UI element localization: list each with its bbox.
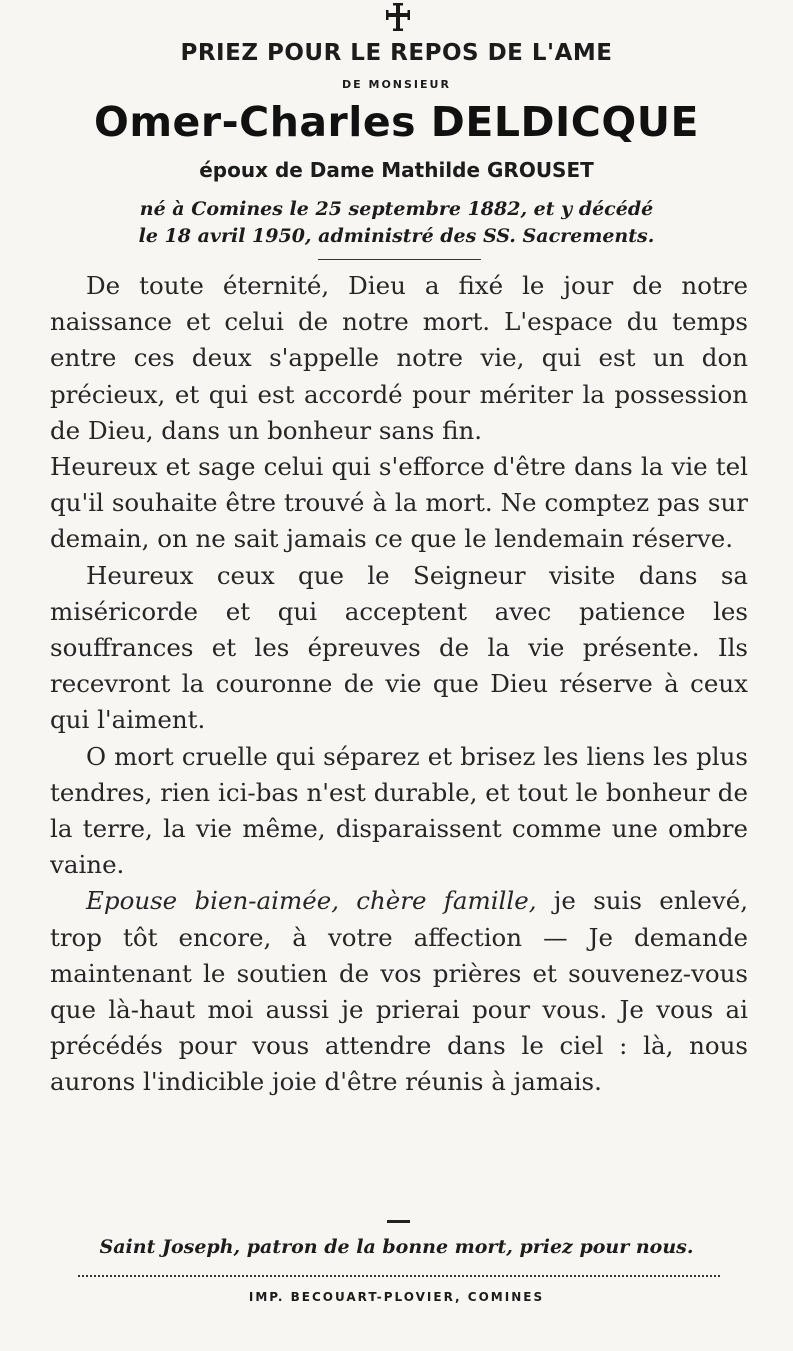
- spouse-line: époux de Dame Mathilde GROUSET: [199, 158, 594, 182]
- paragraph-4: O mort cruelle qui séparez et brisez les liens les plus tendres, rien ici-bas n'est durable, et tout le bonheur de la terre, la vie même, disparaissent comme une ombre vaine.: [50, 741, 748, 880]
- paragraph-5-italic: Epouse bien-aimée, chère famille,: [86, 886, 537, 916]
- dates-line-1: né à Comines le 25 septembre 1882, et y décédé: [139, 198, 654, 220]
- dotted-divider: [78, 1275, 720, 1277]
- pray-heading: PRIEZ POUR LE REPOS DE L'AME: [180, 40, 613, 66]
- paragraph-2: Heureux et sage celui qui s'efforce d'être dans la vie tel qu'il souhaite être trouvé à la mort. Ne comptez pas sur demain, on ne sait jamais ce que le lendemain réserve.: [50, 452, 748, 554]
- printer-imprint: IMP. BECOUART-PLOVIER, COMINES: [248, 1290, 545, 1304]
- header-divider: [318, 259, 481, 260]
- closing-prayer: Saint Joseph, patron de la bonne mort, priez pour nous.: [99, 1236, 694, 1258]
- dates-line-2: le 18 avril 1950, administré des SS. Sacrements.: [138, 225, 655, 247]
- cross-icon: [383, 2, 413, 32]
- body-text: [50, 268, 748, 1101]
- deceased-name: Omer-Charles DELDICQUE: [93, 98, 700, 146]
- footer-dash: [387, 1220, 410, 1223]
- paragraph-1: De toute éternité, Dieu a fixé le jour de notre naissance et celui de notre mort. L'espace du temps entre ces deux s'appelle notre vie, qui est un don précieux, et qui est accordé pour mériter la possession de Dieu, dans un bonheur sans fin.: [50, 271, 748, 445]
- monsieur-label: DE MONSIEUR: [342, 78, 451, 91]
- dates-block: [0, 196, 793, 250]
- paragraph-5-rest: je suis enlevé, trop tôt encore, à votre affection — Je demande maintenant le soutien de vos prières et souvenez-vous que là-haut moi aussi je prierai pour vous. Je vous ai précédés pour vous attendre dans le ciel : là, nous aurons l'indicible joie d'être réunis à jamais.: [50, 886, 748, 1097]
- paragraph-3: Heureux ceux que le Seigneur visite dans sa miséricorde et qui acceptent avec patience les souffrances et les épreuves de la vie présente. Ils recevront la couronne de vie que Dieu réserve à ceux qui l'aiment.: [50, 560, 748, 735]
- paragraph-5: [50, 883, 748, 1100]
